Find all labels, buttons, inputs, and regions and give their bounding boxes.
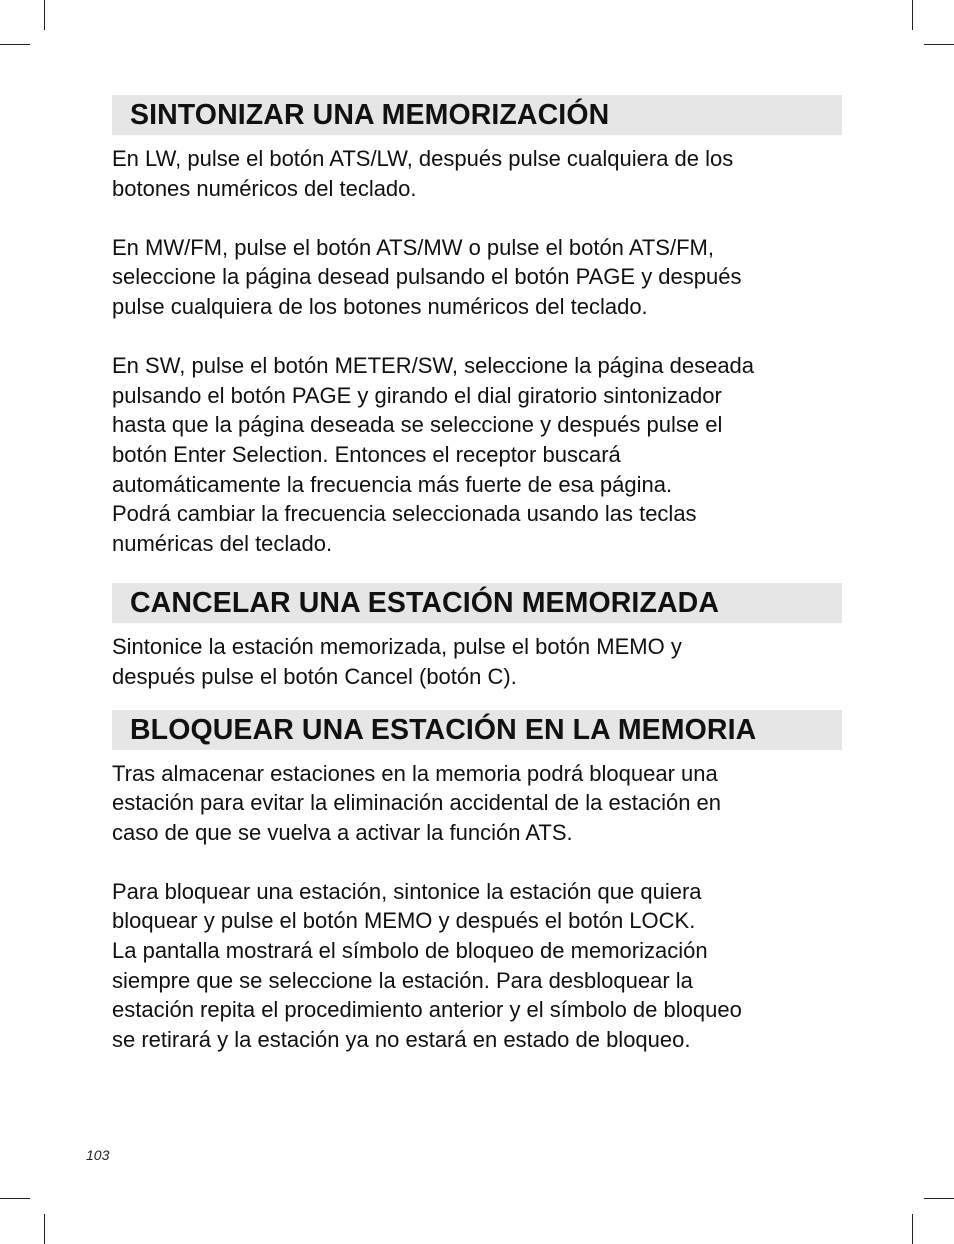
section-title-sintonizar: SINTONIZAR UNA MEMORIZACIÓN bbox=[112, 95, 842, 135]
paragraph: Tras almacenar estaciones en la memoria podrá bloquear una estación para evitar la eliminación accidental de la estación en caso de que se vuelva a activar la función ATS. bbox=[112, 760, 722, 845]
crop-mark bbox=[0, 44, 30, 45]
section-title-cancelar: CANCELAR UNA ESTACIÓN MEMORIZADA bbox=[112, 583, 842, 623]
page-number: 103 bbox=[86, 1147, 110, 1163]
crop-mark bbox=[924, 1198, 954, 1199]
crop-mark bbox=[912, 1214, 913, 1244]
crop-mark bbox=[44, 1214, 45, 1244]
paragraph: En MW/FM, pulse el botón ATS/MW o pulse el botón ATS/FM, seleccione la página desead pulsando el botón PAGE y después pulse cualquiera de los botones numéricos del teclado. bbox=[112, 234, 742, 319]
paragraph: Para bloquear una estación, sintonice la estación que quiera bloquear y pulse el botón MEMO y después el botón LOCK. La pantalla mostrará el símbolo de bloqueo de memorización siempre que se seleccione la estación. Para desbloquear la estación repita el procedimiento anterior y el símbolo de bloqueo se retirará y la estación ya no estará en estado de bloqueo. bbox=[112, 878, 742, 1052]
crop-mark bbox=[0, 1198, 30, 1199]
page-content bbox=[112, 95, 842, 1054]
section-title-bloquear: BLOQUEAR UNA ESTACIÓN EN LA MEMORIA bbox=[112, 710, 842, 750]
crop-mark bbox=[44, 0, 45, 30]
paragraph: En SW, pulse el botón METER/SW, seleccione la página deseada pulsando el botón PAGE y girando el dial giratorio sintonizador hasta que la página deseada se seleccione y después pulse el botón Enter Selection. Entonces el receptor buscará automáticamente la frecuencia más fuerte de esa página. Podrá cambiar la frecuencia seleccionada usando las teclas numéricas del teclado. bbox=[112, 353, 755, 556]
paragraph: Sintonice la estación memorizada, pulse el botón MEMO y después pulse el botón Cancel (botón C). bbox=[112, 634, 682, 689]
crop-mark bbox=[924, 44, 954, 45]
paragraph: En LW, pulse el botón ATS/LW, después pulse cualquiera de los botones numéricos del teclado. bbox=[112, 146, 734, 201]
crop-mark bbox=[912, 0, 913, 30]
